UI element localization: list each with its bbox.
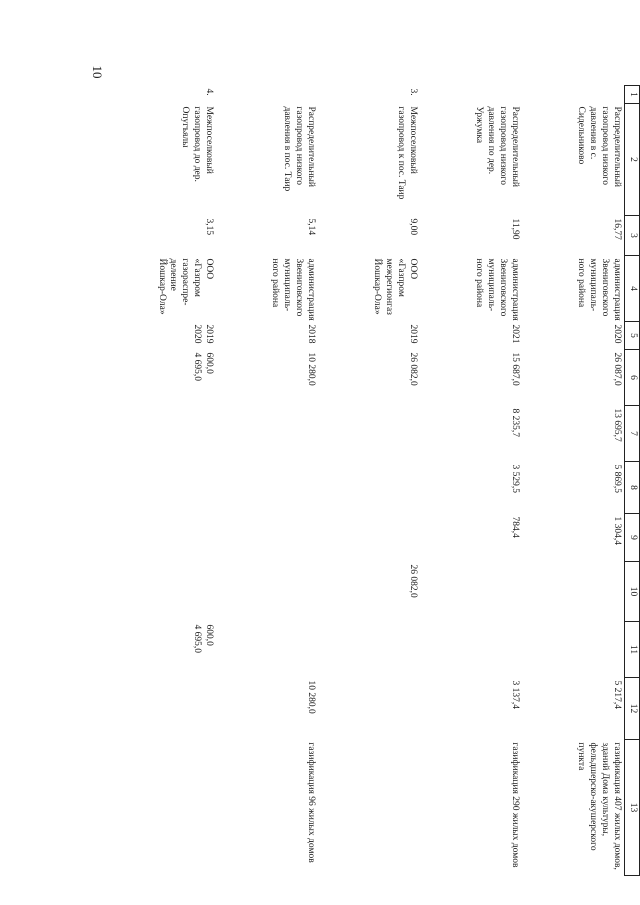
cost-col-7: 13 695,7	[612, 408, 623, 442]
length-km: 5,14	[306, 218, 317, 236]
cost-col-9	[114, 514, 216, 562]
purpose	[114, 740, 216, 876]
cost-col-8	[318, 462, 420, 514]
cost-col-11	[522, 622, 625, 678]
purpose: газификация 290 жилых домов	[510, 742, 521, 868]
row-serial: 3.	[408, 88, 419, 96]
object-name: Распределительный газопровод низкого давления в пос. Таир	[282, 106, 317, 192]
cost-col-7	[114, 406, 216, 462]
column-number: 2	[625, 104, 640, 216]
cost-col-8	[216, 462, 318, 514]
cost-col-10	[420, 562, 522, 622]
table-row	[216, 86, 318, 876]
cost-col-10	[216, 562, 318, 622]
column-number: 9	[625, 514, 640, 562]
total-cost: 10 280,0	[306, 352, 317, 386]
cost-col-12	[318, 678, 420, 740]
year: 2019	[408, 324, 419, 344]
customer: ООО «Газпром межрегионгаз Йошкар-Ола»	[372, 258, 419, 315]
table-body	[114, 86, 639, 876]
column-number: 1	[625, 86, 640, 104]
column-number: 12	[625, 678, 640, 740]
cost-col-11: 600,0 4 695,0	[192, 624, 215, 653]
purpose	[318, 740, 420, 876]
total-cost: 26 087,0	[612, 352, 623, 386]
object-name: Межпоселковый газопровод до дер. Опугъялы	[180, 106, 215, 182]
cost-col-9	[318, 514, 420, 562]
cost-col-8	[114, 462, 216, 514]
column-number: 4	[625, 256, 640, 322]
cost-col-9: 1 304,4	[612, 516, 623, 545]
row-serial: 4.	[204, 88, 215, 96]
column-number: 5	[625, 322, 640, 350]
column-number: 3	[625, 216, 640, 256]
cost-col-11	[318, 622, 420, 678]
cost-col-7: 8 235,7	[510, 408, 521, 437]
cost-col-10: 26 082,0	[408, 564, 419, 598]
cost-col-9	[216, 514, 318, 562]
column-number: 10	[625, 562, 640, 622]
customer: ООО «Газпром газораспре-деление Йошкар-Ола»	[156, 258, 215, 315]
purpose: газификация 407 жилых домов, зданий Дома культуры, фельдшерско-акушерского пункта	[576, 742, 623, 870]
cost-col-12: 3 137,4	[510, 680, 521, 709]
column-number: 13	[625, 740, 640, 876]
cost-col-12: 10 280,0	[306, 680, 317, 714]
length-km: 11,90	[510, 218, 521, 240]
object-name: Межпоселковый газопровод к пос. Таир	[396, 106, 419, 200]
year: 2018	[306, 324, 317, 344]
length-km: 16,77	[612, 218, 623, 240]
row-serial	[420, 86, 522, 106]
table-row	[420, 86, 522, 876]
column-number: 11	[625, 622, 640, 678]
cost-col-11	[420, 622, 522, 678]
total-cost: 15 687,0	[510, 352, 521, 386]
cost-col-7	[318, 406, 420, 462]
column-number-row	[625, 86, 640, 876]
cost-col-12	[114, 678, 216, 740]
cost-col-7	[216, 406, 318, 462]
length-km: 3,15	[204, 218, 215, 236]
year: 2020	[612, 324, 623, 344]
customer: администрация Звениговского муниципаль-ного района	[474, 258, 521, 321]
table-row	[522, 86, 625, 876]
table-row	[318, 86, 420, 876]
rotated-table-area	[110, 85, 640, 875]
customer: администрация Звениговского муниципаль-ного района	[270, 258, 317, 321]
column-number: 8	[625, 462, 640, 514]
column-number: 7	[625, 406, 640, 462]
total-cost: 26 082,0	[408, 352, 419, 386]
cost-col-10	[522, 562, 625, 622]
cost-col-10	[114, 562, 216, 622]
purpose: газификация 96 жилых домов	[306, 742, 317, 863]
cost-col-11	[216, 622, 318, 678]
row-serial	[522, 86, 624, 106]
column-number: 6	[625, 350, 640, 406]
cost-col-12: 5 217,4	[612, 680, 623, 709]
cost-col-8: 5 869,5	[612, 464, 623, 493]
cost-col-8: 3 529,5	[510, 464, 521, 493]
total-cost: 600,0 4 695,0	[192, 352, 215, 381]
object-name: Распределительный газопровод низкого давления по дер. Уржумка	[474, 106, 521, 188]
customer: администрация Звениговского муниципаль-ного района	[576, 258, 623, 321]
year: 2021	[510, 324, 521, 344]
data-table	[114, 85, 640, 876]
page-number: 10	[90, 65, 105, 79]
cost-col-9: 784,4	[510, 516, 521, 538]
object-name: Распределительный газопровод низкого давления в с. Сидельниково	[576, 106, 623, 188]
length-km: 9,00	[408, 218, 419, 236]
row-serial	[216, 86, 318, 106]
table-row	[114, 86, 216, 876]
year: 2019 2020	[192, 324, 215, 344]
